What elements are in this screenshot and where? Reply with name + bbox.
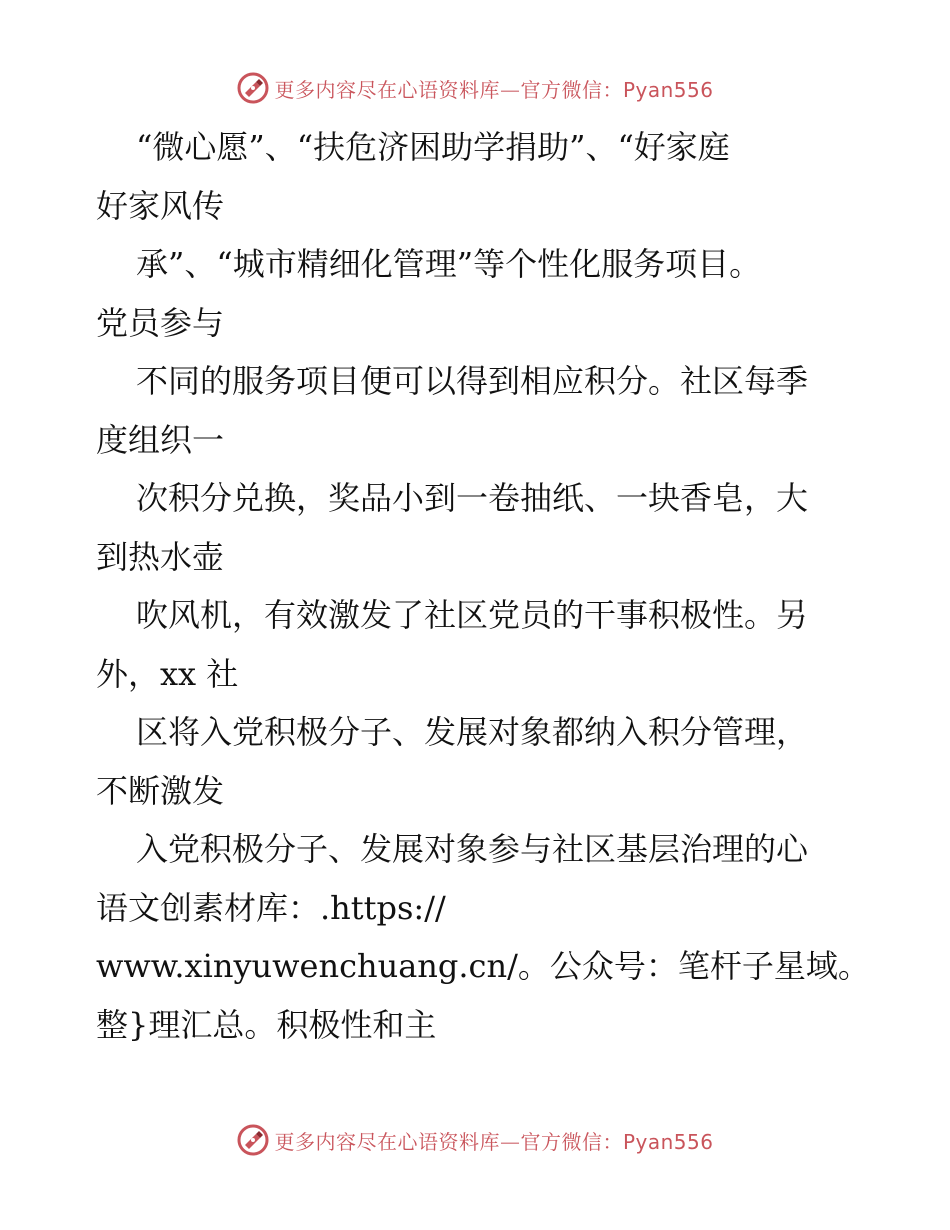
document-body xyxy=(96,118,870,1054)
body-line-8: 到热水壶 xyxy=(96,537,225,576)
body-line-9: 吹风机，有效激发了社区党员的干事积极性。另 xyxy=(136,596,809,634)
body-line-5: 不同的服务项目便可以得到相应积分。社区每季 xyxy=(136,362,809,400)
banner-main-text: 更多内容尽在心语资料库 xyxy=(274,77,500,102)
body-line-15: www.xinyuwenchuang.cn/。公众号：笔杆子星域。 xyxy=(96,947,870,985)
body-line-3: 承”、“城市精细化管理”等个性化服务项目。 xyxy=(136,245,762,283)
body-line-13: 入党积极分子、发展对象参与社区基层治理的心 xyxy=(136,830,809,868)
banner-text xyxy=(274,1126,713,1155)
body-line-6: 度组织一 xyxy=(96,420,225,459)
banner-text xyxy=(274,74,713,103)
body-line-7: 次积分兑换，奖品小到一卷抽纸、一块香皂，大 xyxy=(136,479,809,517)
body-line-11: 区将入党积极分子、发展对象都纳入积分管理， xyxy=(136,713,809,751)
banner-main-text: 更多内容尽在心语资料库 xyxy=(274,1129,500,1154)
pen-nib-logo-icon xyxy=(236,71,270,105)
banner-separator: — xyxy=(499,77,521,102)
body-line-16: 整}理汇总。积极性和主 xyxy=(96,1005,437,1044)
banner-wechat-text: 官方微信：Pyan556 xyxy=(520,1129,714,1154)
banner-wechat-text: 官方微信：Pyan556 xyxy=(520,77,714,102)
body-line-4: 党员参与 xyxy=(96,303,225,342)
body-line-12: 不断激发 xyxy=(96,771,225,810)
pen-nib-logo-icon xyxy=(236,1123,270,1157)
footer-banner xyxy=(0,1122,950,1158)
body-line-10: 外，xx 社 xyxy=(96,654,239,693)
header-banner xyxy=(0,70,950,106)
body-line-2: 好家风传 xyxy=(96,186,225,225)
body-line-1: “微心愿”、“扶危济困助学捐助”、“好家庭 xyxy=(136,128,730,166)
banner-separator: — xyxy=(499,1129,521,1154)
body-line-14: 语文创素材库：.https:// xyxy=(96,888,446,927)
